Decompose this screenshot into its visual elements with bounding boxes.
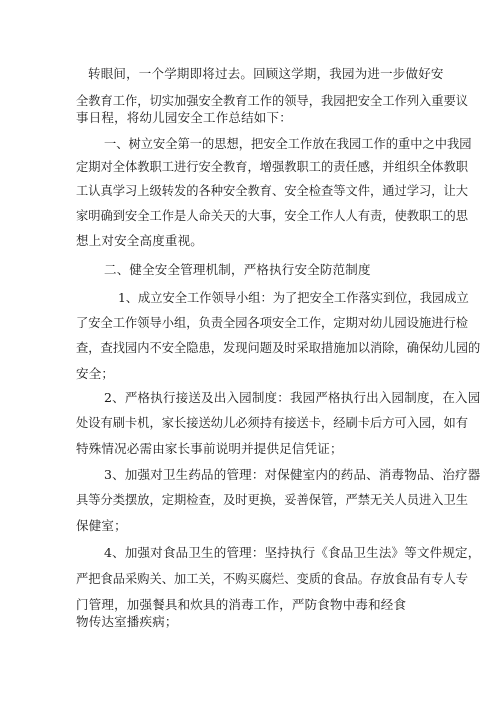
text-line: 4、加强对食品卫生的管理：坚持执行《食品卫生法》等文件规定， xyxy=(104,545,481,560)
text-line: 3、加强对卫生药品的管理：对保健室内的药品、消毒物品、治疗器 xyxy=(104,467,481,482)
text-line: 2、严格执行接送及出入园制度：我园严格执行出入园制度，在入园 xyxy=(104,390,481,405)
text-line: 处设有刷卡机，家长接送幼儿必须持有接送卡，经刷卡后方可入园，如有 xyxy=(76,416,468,430)
text-line: 特殊情况必需由家长事前说明并提供足信凭证； xyxy=(76,441,343,456)
text-line: 想上对安全高度重视。 xyxy=(76,233,204,248)
text-line: 事日程，将幼儿园安全工作总结如下： xyxy=(76,110,292,125)
text-line: 查，查找园内不安全隐患，发现问题及时采取措施加以消除，确保幼儿园的 xyxy=(76,341,481,355)
text-line: 二、健全安全管理机制，严格执行安全防范制度 xyxy=(104,262,371,277)
text-line: 严把食品采购关、加工关，不购买腐烂、变质的食品。存放食品有专人专 xyxy=(76,572,468,586)
text-line: 全教育工作，切实加强安全教育工作的领导，我园把安全工作列入重要议 xyxy=(76,94,468,108)
text-line: 了安全工作领导小组，负责全园各项安全工作，定期对幼儿园设施进行检 xyxy=(76,316,468,330)
text-line: 家明确到安全工作是人命关天的大事，安全工作人人有责，使教职工的思 xyxy=(76,209,468,223)
text-line: 1、成立安全工作领导小组：为了把安全工作落实到位，我园成立 xyxy=(118,291,469,305)
text-line: 工认真学习上级转发的各种安全教育、安全检查等文件，通过学习，让大 xyxy=(76,184,468,198)
text-line: 定期对全体教职工进行安全教育，增强教职工的责任感，并组织全体教职 xyxy=(76,160,468,174)
text-line: 安全； xyxy=(76,366,115,381)
text-line: 物传达室播疾病； xyxy=(76,614,178,629)
text-line: 转眼间，一个学期即将过去。回顾这学期，我园为进一步做好安 xyxy=(88,66,444,81)
text-line: 保健室； xyxy=(76,518,127,533)
text-line: 具等分类摆放，定期检查，及时更换，妥善保管，严禁无关人员进入卫生 xyxy=(76,493,468,507)
text-line: 门管理，加强餐具和炊具的消毒工作，严防食物中毒和经食 xyxy=(76,597,407,612)
text-line: 一、树立安全第一的思想，把安全工作放在我园工作的重中之中我园 xyxy=(104,137,472,151)
